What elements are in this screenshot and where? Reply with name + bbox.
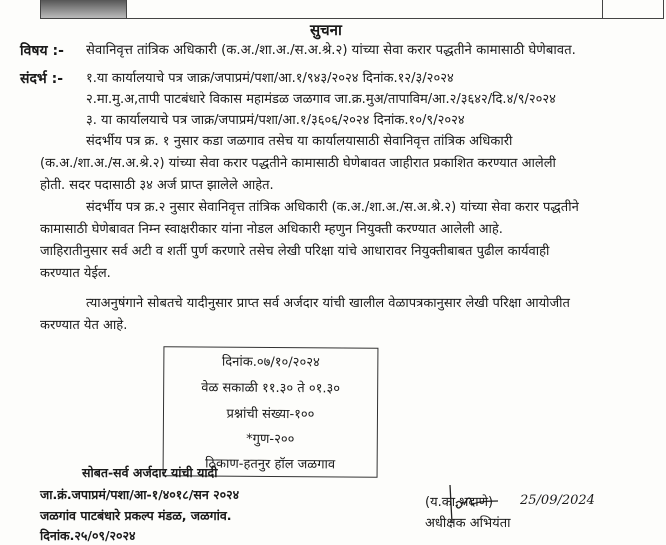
issue-date: दिनांक.२५/०९/२०२४ xyxy=(40,528,136,543)
reference-item: ३. या कार्यालयाचे पत्र जाक्र/जपाप्रमं/पशा/आ.१/३६०६/२०२४ दिनांक.१०/९/२०२४ xyxy=(86,113,465,128)
exam-schedule-box xyxy=(163,346,379,477)
paragraph-line: संदर्भीय पत्र क्र.२ नुसार सेवानिवृत्त तांत्रिक अधिकारी (क.अ./शा.अ./स.अ.श्रे.२) यांच्या सेवा करार पद्धतीने xyxy=(86,200,579,215)
exam-time: वेळ सकाळी ११.३० ते ०१.३० xyxy=(201,380,341,397)
notice-title: सुचना xyxy=(310,21,342,39)
signature-date: 25/09/2024 xyxy=(520,493,595,508)
total-marks: *गुण-२०० xyxy=(246,431,295,448)
exam-venue: ठिकाण-हतनुर हॉल जळगाव xyxy=(205,456,336,473)
signatory-name: (य.का.भदाणे) xyxy=(425,495,494,510)
paragraph-line: कामासाठी घेणेबावत निम्न स्वाक्षरीकार यांना नोडल अधिकारी म्हणुन नियुक्ती करण्यात आलेली आहे. xyxy=(40,222,503,237)
letterhead-border xyxy=(40,0,664,19)
references-label: संदर्भ :- xyxy=(20,71,64,87)
paragraph-line: जाहिरातीनुसार सर्व अटी व शर्ती पुर्ण करणारे तसेच लेखी परिक्षा यांचे आधारावर नियुक्तीबाबत पुढील कार्यवाही xyxy=(40,244,550,259)
paragraph-line: होती. सदर पदासाठी ३४ अर्ज प्राप्त झालेले आहेत. xyxy=(40,178,274,193)
signatory-designation: अधीक्षक अभियंता xyxy=(425,516,511,531)
paragraph-line: संदर्भीय पत्र क्र. १ नुसार कडा जळगाव तसेच या कार्यालयासाठी सेवानिवृत्त तांत्रिक अधिकारी xyxy=(86,134,513,149)
paragraph-line: (क.अ./शा.अ./स.अ.श्रे.२) यांच्या सेवा करार पद्धतीने कामासाठी घेणेबावत जाहीरात प्रकाशित करण्यात आलेली xyxy=(40,156,556,171)
letterhead-logo xyxy=(41,0,127,18)
outward-number: जा.क्रं.जपाप्रमं/पशा/आ-१/४०१८/सन २०२४ xyxy=(40,487,240,502)
subject-text: सेवानिवृत्त तांत्रिक अधिकारी (क.अ./शा.अ./स.अ.श्रे.२) यांच्या सेवा करार पद्धतीने कामासाठी घेणेबावत. xyxy=(86,43,576,58)
paragraph-line: त्याअनुषंगाने सोबतचे यादीनुसार प्राप्त सर्व अर्जदार यांची खालील वेळापत्रकानुसार लेखी परिक्षा आयोजीत xyxy=(86,296,570,311)
letterhead-divider xyxy=(602,0,603,18)
subject-label: विषय :- xyxy=(20,43,64,59)
question-count: प्रश्नांची संख्या-१०० xyxy=(226,406,315,423)
enclosure-note: सोबत-सर्व अर्जदार यांची यादी xyxy=(82,465,218,480)
office-name: जळगांव पाटबंधारे प्रकल्प मंडळ, जळगांव. xyxy=(40,508,232,523)
paragraph-line: करण्यात येईल. xyxy=(40,266,111,281)
exam-date: दिनांक.०७/१०/२०२४ xyxy=(221,354,320,371)
reference-item: २.मा.मु.अ,तापी पाटबंधारे विकास महामंडळ जळगाव जा.क्र.मुअ/तापाविम/आ.२/३६४२/दि.४/९/२०२४ xyxy=(86,92,556,107)
reference-item: १.या कार्यालयाचे पत्र जाक्र/जपाप्रमं/पशा/आ.१/९४३/२०२४ दिनांक.१२/३/२०२४ xyxy=(86,71,454,86)
paragraph-line: करण्यात येत आहे. xyxy=(40,318,128,333)
